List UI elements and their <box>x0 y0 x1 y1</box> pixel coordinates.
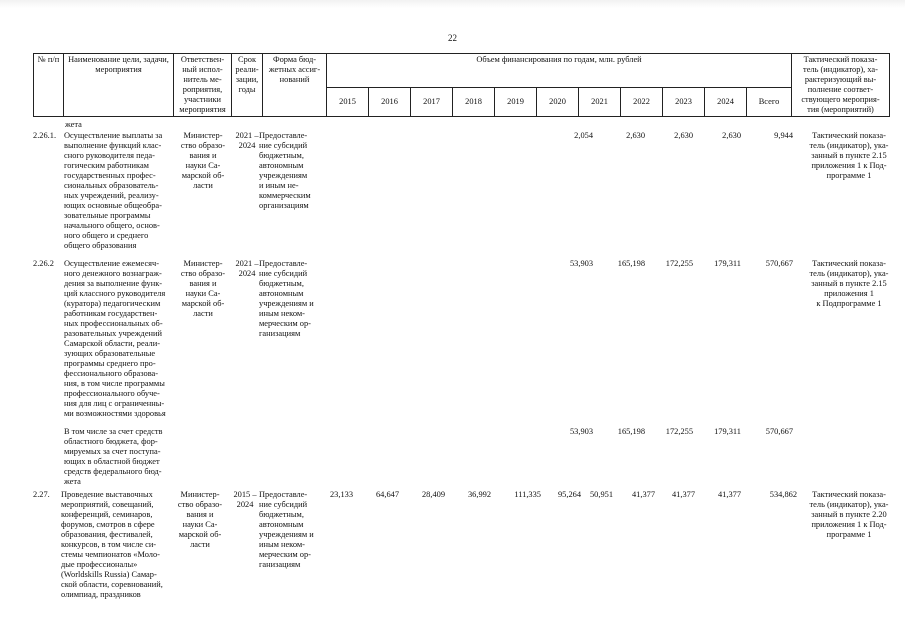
header-year: 2015 <box>327 88 369 117</box>
carryover-row <box>33 120 899 131</box>
header-indicator: Тактический показа- тель (индикатор), ха- рактеризующий вы- полнение соответ- ствующего мероприя- тия (мероприятий) <box>792 54 890 117</box>
header-year: 2022 <box>621 88 663 117</box>
value-2024: 2,630 <box>722 131 741 140</box>
row-number: 2.27. <box>33 490 50 499</box>
header-total: Всего <box>747 88 792 117</box>
row-responsible: Министер- ство образо- вания и науки Са- марской об- ласти <box>177 490 223 549</box>
value-2018: 36,992 <box>467 490 491 499</box>
table-row <box>33 490 899 605</box>
value-total: 9,944 <box>774 131 793 140</box>
row-indicator: Тактический показа- тель (индикатор), ука- занный в пункте 2.20 приложения 1 к Под- программе 1 <box>809 490 889 539</box>
row-name: Осуществление ежемесяч- ного денежного вознаграж- дения за выполнение функ- ций классного руководителя (куратора) педагогическим работникам государствен- ных профессиональных об- разовательных учреждений Самарской области, реали- зующих образовательные программы среднего про- фессионального образова- ния, в том числе программы профессионального обуче- ния для лиц с ограниченны- ми возможностями здоровья <box>64 259 166 418</box>
row-responsible: Министер- ство образо- вания и науки Са- марской об- ласти <box>180 131 226 190</box>
header-responsible: Ответствен- ный испол- нитель ме- роприятия, участники мероприятия <box>174 54 232 117</box>
header-year: 2019 <box>495 88 537 117</box>
header-year: 2021 <box>579 88 621 117</box>
value-2021: 53,903 <box>569 259 593 268</box>
value-2023: 172,255 <box>665 427 693 436</box>
value-2023: 41,377 <box>671 490 695 499</box>
value-2021: 53,903 <box>569 427 593 436</box>
table-row <box>33 427 899 490</box>
header-year: 2023 <box>663 88 705 117</box>
value-total: 570,667 <box>765 259 793 268</box>
value-2021: 50,951 <box>589 490 613 499</box>
row-number: 2.26.1. <box>33 131 57 140</box>
value-total: 570,667 <box>765 427 793 436</box>
value-2020: 95,264 <box>557 490 581 499</box>
value-2022: 165,198 <box>617 427 645 436</box>
value-2024: 179,311 <box>714 427 741 436</box>
header-year: 2020 <box>537 88 579 117</box>
row-name: Осуществление выплаты за выполнение функций клас- сного руководителя педа- гогическим работникам государственных профес- сиональных образователь- ных учреждений, реализу- ющих основные общеобра- зовательные программы начального общего, основ- ного общего и среднего общего образования <box>64 131 163 250</box>
row-name: Проведение выставочных мероприятий, совещаний, конференций, семинаров, форумов, смотров в сфере образования, фестивалей, конкурсов, в том числе си- стемы чемпионатов «Моло- дые профессионалы» (Worldskills Russia) Самар- ской области, соревнований, олимпиад, праздников <box>61 490 163 599</box>
value-total: 534,862 <box>769 490 797 499</box>
header-form: Форма бюд- жетных ассиг- нований <box>263 54 327 117</box>
header-name: Наименование цели, задачи, мероприятия <box>64 54 174 117</box>
value-2021: 2,054 <box>574 131 593 140</box>
value-2023: 172,255 <box>665 259 693 268</box>
table-row <box>33 259 899 427</box>
value-2022: 2,630 <box>626 131 645 140</box>
row-form: Предоставле- ние субсидий бюджетным, автономным учреждениям и иным не- коммерческим организациям <box>259 131 311 210</box>
row-number: 2.26.2 <box>33 259 54 268</box>
value-2017: 28,409 <box>421 490 445 499</box>
value-2023: 2,630 <box>674 131 693 140</box>
value-2016: 64,647 <box>375 490 399 499</box>
table-header <box>33 53 890 117</box>
header-year: 2016 <box>369 88 411 117</box>
page-number: 22 <box>448 33 457 43</box>
value-2022: 165,198 <box>617 259 645 268</box>
value-2024: 41,377 <box>717 490 741 499</box>
value-2019: 111,335 <box>514 490 541 499</box>
row-name: В том числе за счет средств областного бюджета, фор- мируемых за счет поступа- ющих в областной бюджет средств федерального бюд- жета <box>64 427 163 486</box>
row-term: 2021 – 2024 <box>235 259 259 278</box>
header-term: Срок реали- зации, годы <box>232 54 263 117</box>
value-2024: 179,311 <box>714 259 741 268</box>
row-term: 2015 – 2024 <box>233 490 257 509</box>
row-term: 2021 – 2024 <box>235 131 259 150</box>
header-funding: Объем финансирования по годам, млн. рублей <box>327 54 792 88</box>
header-year: 2018 <box>453 88 495 117</box>
scan-artifact <box>0 0 905 8</box>
table-body <box>33 120 899 605</box>
row-responsible: Министер- ство образо- вания и науки Са- марской об- ласти <box>180 259 226 318</box>
row-form: Предоставле- ние субсидий бюджетным, автономным учреждениям и иным неком- мерческим ор- ганизациям <box>259 490 314 569</box>
row-indicator: Тактический показа- тель (индикатор), ука- занный в пункте 2.15 приложения 1 к Подпрограмме 1 <box>809 259 889 308</box>
value-2015: 23,133 <box>329 490 353 499</box>
header-year: 2017 <box>411 88 453 117</box>
carryover-text: жета <box>65 120 82 129</box>
value-2022: 41,377 <box>631 490 655 499</box>
row-indicator: Тактический показа- тель (индикатор), ука- занный в пункте 2.15 приложения 1 к Под- программе 1 <box>809 131 889 180</box>
table-row <box>33 131 899 259</box>
row-form: Предоставле- ние субсидий бюджетным, автономным учреждениям и иным неком- мерческим ор- ганизациям <box>259 259 314 338</box>
header-year: 2024 <box>705 88 747 117</box>
header-num: № п/п <box>34 54 64 117</box>
